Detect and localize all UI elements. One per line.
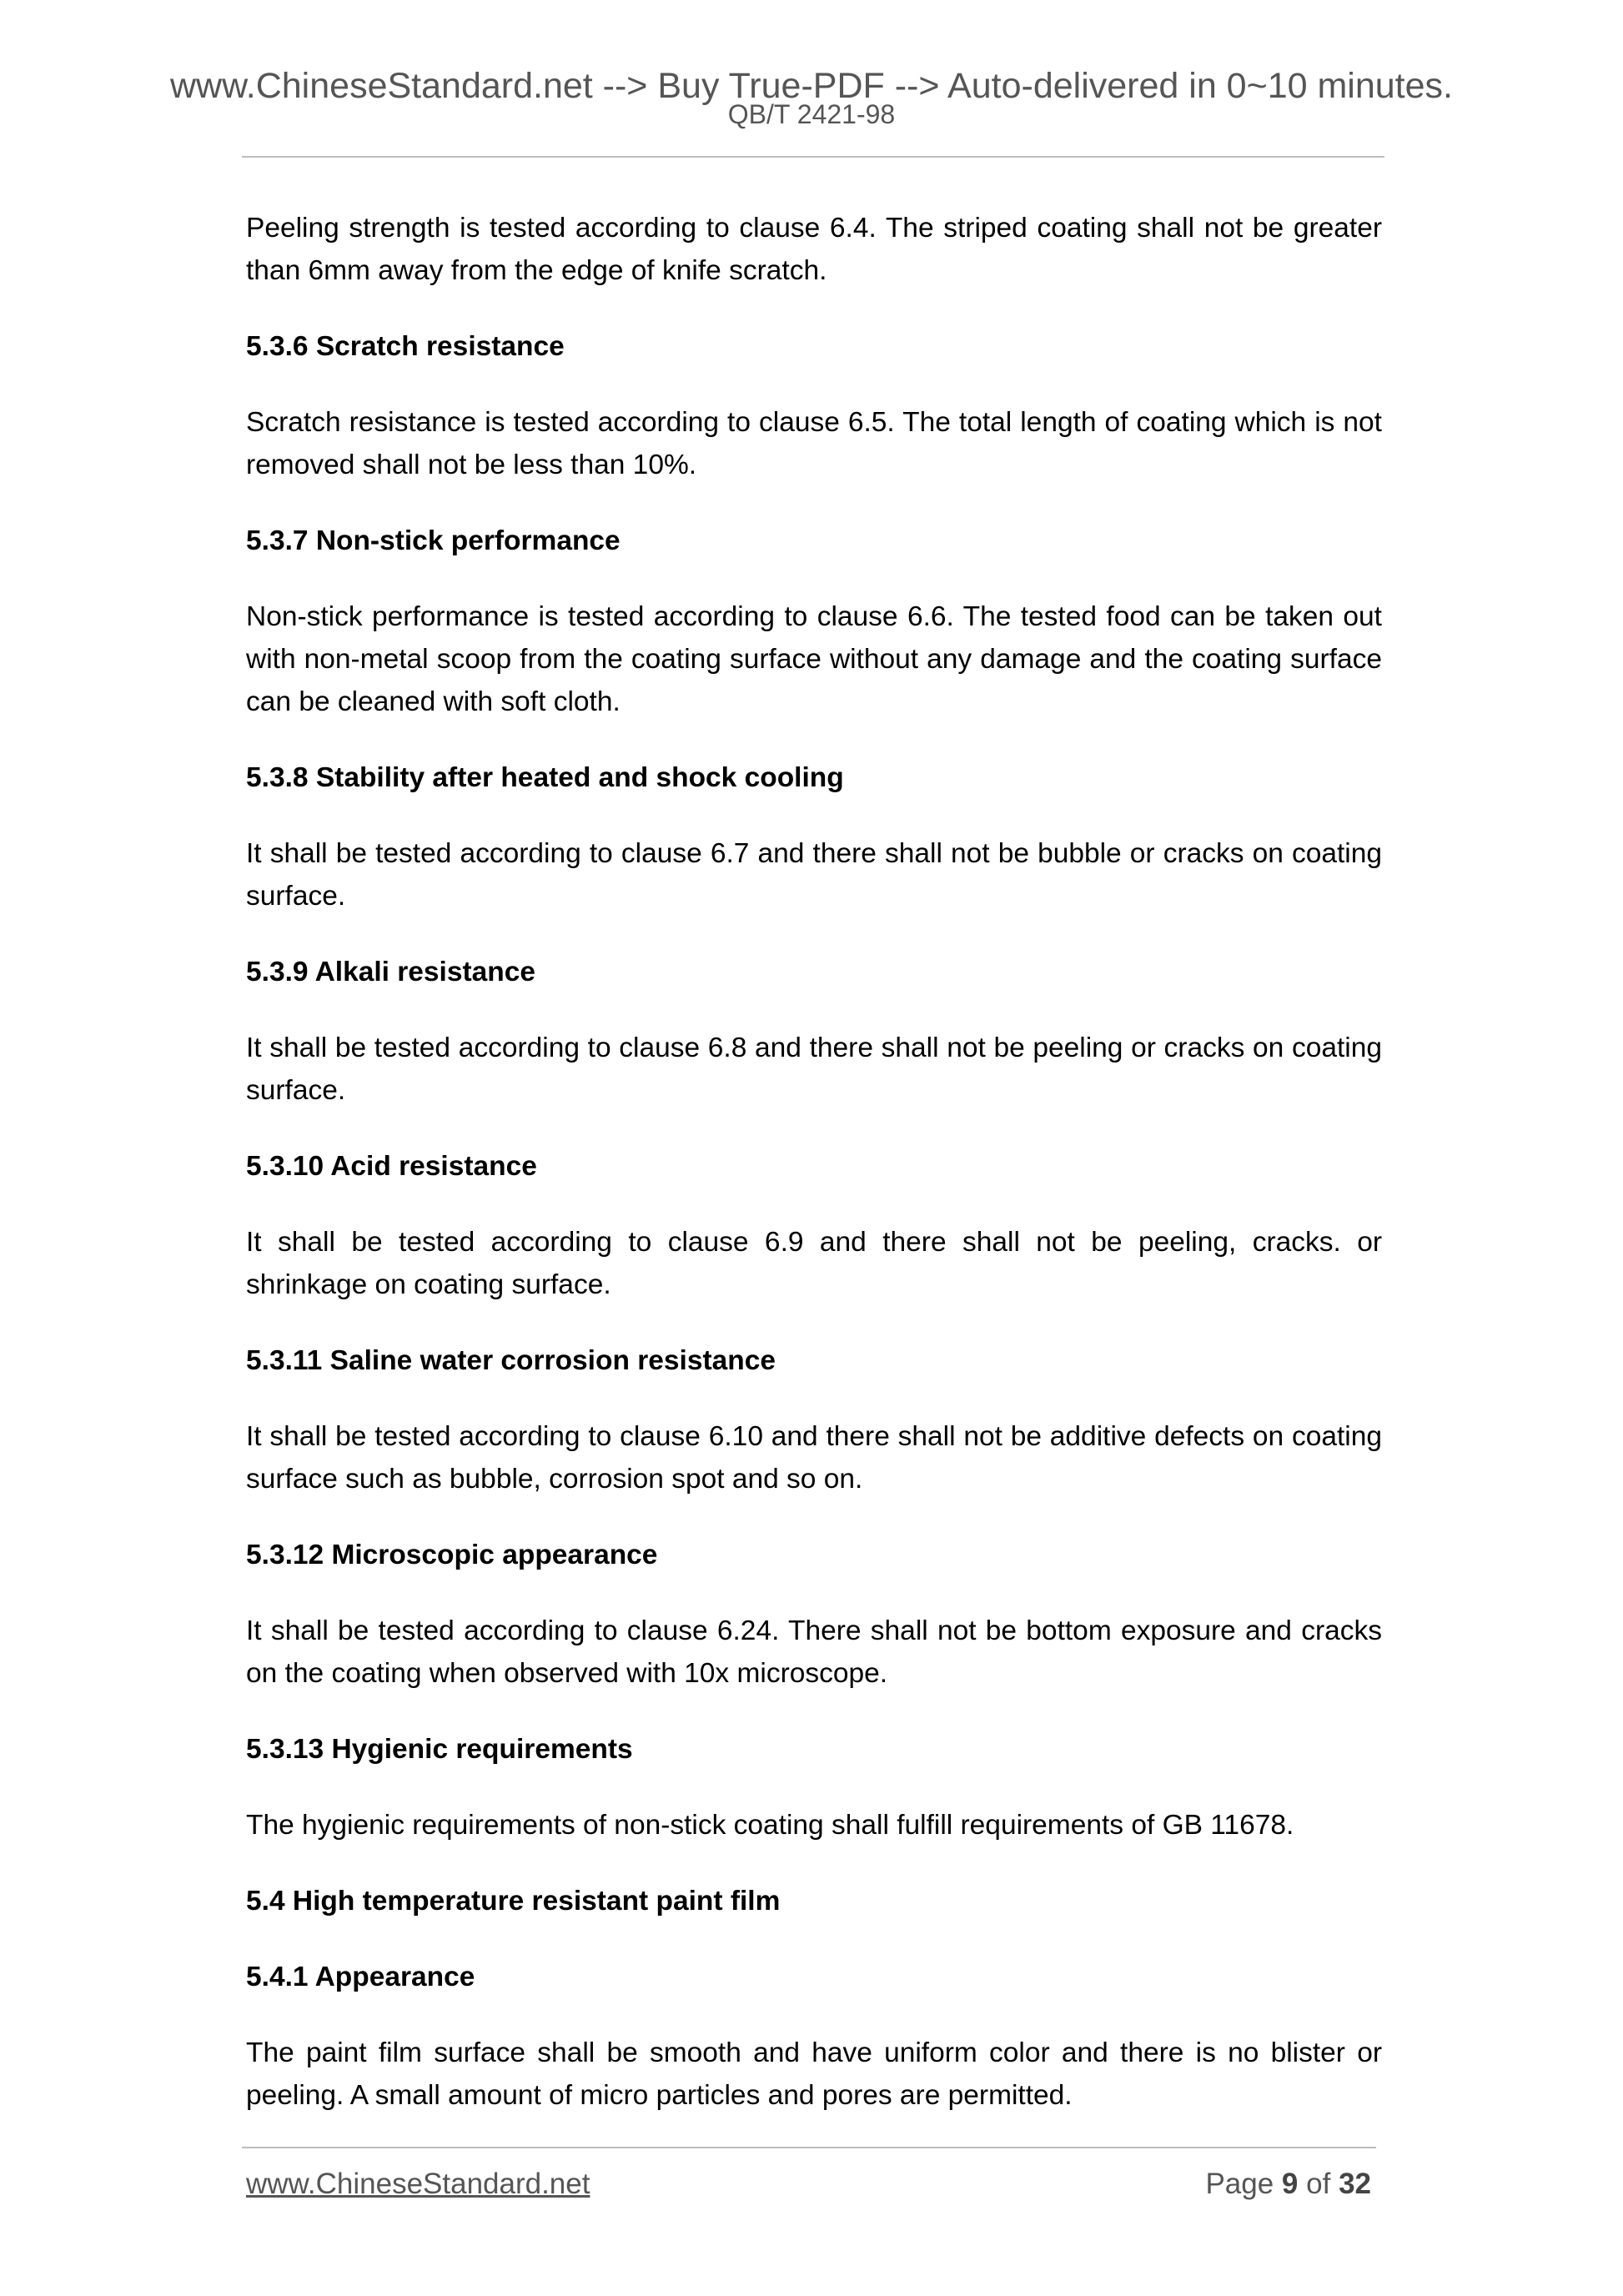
current-page: 9	[1281, 2168, 1299, 2200]
paragraph-5-3-11: It shall be tested according to clause 6.10 and there shall not be additive defects on coating surface such as bubble, corrosion spot and so on.	[246, 1421, 1382, 1495]
paragraph-5-3-8: It shall be tested according to clause 6.7 and there shall not be bubble or cracks on coating surface.	[246, 838, 1382, 912]
paragraph-5-4-1: The paint film surface shall be smooth and have uniform color and there is no blister or peeling. A small amount of micro particles and pores are permitted.	[246, 2037, 1382, 2111]
paragraph-5-3-10: It shall be tested according to clause 6.9 and there shall not be peeling, cracks. or shrinkage on coating surface.	[246, 1227, 1382, 1300]
page-body	[246, 207, 1382, 2117]
heading-5-3-6: 5.3.6 Scratch resistance	[246, 331, 565, 362]
paragraph-5-3-6: Scratch resistance is tested according to clause 6.5. The total length of coating which is not removed shall not be less than 10%.	[246, 407, 1382, 480]
footer-site-link[interactable]: www.ChineseStandard.net	[246, 2168, 590, 2200]
paragraph-5-3-13: The hygienic requirements of non-stick coating shall fulfill requirements of GB 11678.	[246, 1810, 1294, 1841]
page-prefix: Page	[1205, 2168, 1274, 2200]
page-number	[1205, 2167, 1371, 2202]
paragraph-5-3-7: Non-stick performance is tested according to clause 6.6. The tested food can be taken out with non-metal scoop from the coating surface without any damage and the coating surface can be cleaned with soft cloth.	[246, 601, 1382, 717]
footer-divider	[242, 2147, 1376, 2148]
heading-5-4-1: 5.4.1 Appearance	[246, 1962, 475, 1992]
heading-5-3-10: 5.3.10 Acid resistance	[246, 1151, 537, 1182]
paragraph-5-3-9: It shall be tested according to clause 6.8 and there shall not be peeling or cracks on coating surface.	[246, 1032, 1382, 1106]
paragraph-peeling-strength: Peeling strength is tested according to clause 6.4. The striped coating shall not be greater than 6mm away from the edge of knife scratch.	[246, 213, 1382, 286]
heading-5-3-8: 5.3.8 Stability after heated and shock cooling	[246, 762, 844, 793]
site-banner[interactable]: www.ChineseStandard.net --> Buy True-PDF --> Auto-delivered in 0~10 minutes.	[169, 66, 1453, 106]
document-code: QB/T 2421-98	[727, 99, 896, 129]
header-divider	[242, 156, 1384, 158]
heading-5-4: 5.4 High temperature resistant paint film	[246, 1886, 781, 1917]
paragraph-5-3-12: It shall be tested according to clause 6.24. There shall not be bottom exposure and cracks on the coating when observed with 10x microscope.	[246, 1615, 1382, 1689]
page-of: of	[1306, 2168, 1331, 2200]
heading-5-3-12: 5.3.12 Microscopic appearance	[246, 1540, 658, 1570]
total-pages: 32	[1339, 2168, 1371, 2200]
heading-5-3-11: 5.3.11 Saline water corrosion resistance	[246, 1345, 776, 1376]
heading-5-3-9: 5.3.9 Alkali resistance	[246, 957, 536, 987]
heading-5-3-13: 5.3.13 Hygienic requirements	[246, 1734, 633, 1765]
heading-5-3-7: 5.3.7 Non-stick performance	[246, 525, 621, 556]
